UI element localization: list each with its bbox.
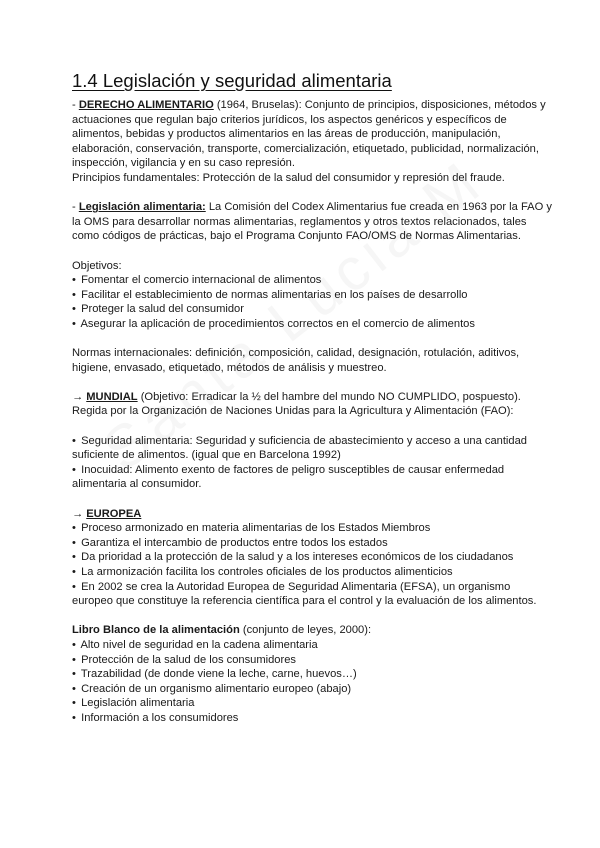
legislacion-term: Legislación alimentaria: <box>78 201 206 214</box>
list-item-text: Legislación alimentaria <box>78 697 195 710</box>
list-item <box>72 696 552 711</box>
list-item <box>72 434 552 463</box>
mundial-paragraph <box>72 390 552 419</box>
bullet-icon: • <box>72 434 76 447</box>
list-item-text: Garantiza el intercambio de productos entre todos los estados <box>78 536 388 549</box>
list-item-text: En 2002 se crea la Autoridad Europea de Seguridad Alimentaria (EFSA), un organismo europeo que constituye la referencia científica para el control y la evaluación de los alimentos. <box>72 580 537 608</box>
list-item <box>72 638 552 653</box>
list-item <box>72 653 552 668</box>
mundial-list <box>72 434 552 492</box>
list-item-text: Trazabilidad (de donde viene la leche, carne, huevos…) <box>78 668 357 681</box>
bullet-icon: • <box>72 668 76 681</box>
list-item-text: Proceso armonizado en materia alimentarias de los Estados Miembros <box>78 522 431 535</box>
objetivos-list <box>72 273 552 331</box>
list-item <box>72 711 552 726</box>
list-item-text: Alto nivel de seguridad en la cadena alimentaria <box>78 638 318 651</box>
derecho-text: (1964, Bruselas): Conjunto de principios, disposiciones, métodos y actuaciones que regulan bajo criterios jurídicos, los aspectos genéricos y específicos de alimentos, bebidas y productos alimentarios en las áreas de producción, manipulación, elaboración, conservación, transporte, comercialización, etiquetado, publicidad, normalización, inspección, vigilancia y en su caso represión. <box>72 99 546 170</box>
list-item <box>72 302 552 317</box>
objetivos-heading: Objetivos: <box>72 259 122 272</box>
libro-text: (conjunto de leyes, 2000): <box>239 624 372 637</box>
bullet-icon: • <box>72 463 76 476</box>
list-item <box>72 463 552 492</box>
libro-list <box>72 638 552 726</box>
list-item <box>72 667 552 682</box>
bullet-icon: • <box>72 580 76 593</box>
list-item-text: La armonización facilita los controles oficiales de los productos alimenticios <box>78 566 453 578</box>
list-item <box>72 288 552 303</box>
bullet-icon: • <box>72 551 76 564</box>
bullet-icon: • <box>72 566 76 578</box>
bullet-icon: • <box>72 303 76 316</box>
list-item-text: Da prioridad a la protección de la salud y a los intereses económicos de los ciudadanos <box>78 551 514 564</box>
derecho-prefix: - <box>72 99 79 111</box>
list-item <box>72 550 552 565</box>
bullet-icon: • <box>72 288 76 301</box>
libro-term: Libro Blanco de la alimentación <box>72 624 240 637</box>
bullet-icon: • <box>72 536 76 549</box>
list-item-text: Protección de la salud de los consumidores <box>78 653 296 666</box>
arrow-icon: → <box>72 507 87 520</box>
list-item <box>72 273 552 288</box>
list-item-text: Fomentar el comercio internacional de alimentos <box>78 274 322 287</box>
list-item <box>72 317 552 332</box>
list-item <box>72 521 552 536</box>
bullet-icon: • <box>72 711 76 724</box>
list-item <box>72 536 552 551</box>
mundial-term: MUNDIAL <box>86 390 138 403</box>
bullet-icon: • <box>72 274 76 287</box>
europea-heading <box>72 507 552 522</box>
arrow-icon: → <box>72 390 87 403</box>
europea-term: EUROPEA <box>86 507 142 520</box>
list-item-text: Seguridad alimentaria: Seguridad y suficiencia de abastecimiento y acceso a una cantidad suficiente de alimentos. (igual que en Barcelona 1992) <box>72 434 527 462</box>
list-item-text: Inocuidad: Alimento exento de factores de peligro susceptibles de causar enfermedad alimentaria al consumidor. <box>72 463 505 491</box>
list-item-text: Información a los consumidores <box>78 711 239 724</box>
list-item-text: Asegurar la aplicación de procedimientos correctos en el comercio de alimentos <box>78 317 475 330</box>
list-item-text: Creación de un organismo alimentario europeo (abajo) <box>78 682 352 695</box>
derecho-principles: Principios fundamentales: Protección de la salud del consumidor y represión del fraude. <box>72 171 505 184</box>
list-item <box>72 565 552 580</box>
legislacion-paragraph <box>72 200 552 244</box>
legislacion-text: La Comisión del Codex Alimentarius fue creada en 1963 por la FAO y la OMS para desarrollar normas alimentarias, reglamentos y otros textos relacionados, tales como códigos de prácticas, bajo el Programa Conjunto FAO/OMS de Normas Alimentarias. <box>72 201 552 243</box>
bullet-icon: • <box>72 522 76 535</box>
bullet-icon: • <box>72 697 76 710</box>
legislacion-prefix: - <box>72 201 79 214</box>
derecho-paragraph <box>72 98 552 171</box>
document-page <box>72 70 552 726</box>
bullet-icon: • <box>72 653 76 666</box>
normas-paragraph: Normas internacionales: definición, composición, calidad, designación, rotulación, aditivos, higiene, envasado, etiquetado, métodos de análisis y muestreo. <box>72 347 520 374</box>
list-item <box>72 580 552 609</box>
libro-heading <box>72 623 552 638</box>
bullet-icon: • <box>72 317 76 330</box>
page-title: 1.4 Legislación y seguridad alimentaria <box>72 70 392 91</box>
mundial-text: (Objetivo: Erradicar la ½ del hambre del mundo NO CUMPLIDO, pospuesto). Regida por la Organización de Naciones Unidas para la Agricultura y Alimentación (FAO): <box>72 390 521 418</box>
bullet-icon: • <box>72 682 76 695</box>
bullet-icon: • <box>72 638 76 651</box>
derecho-term: DERECHO ALIMENTARIO <box>78 99 214 111</box>
europea-list <box>72 521 552 609</box>
list-item-text: Proteger la salud del consumidor <box>78 303 244 316</box>
list-item-text: Facilitar el establecimiento de normas alimentarias en los países de desarrollo <box>78 288 468 301</box>
list-item <box>72 682 552 697</box>
